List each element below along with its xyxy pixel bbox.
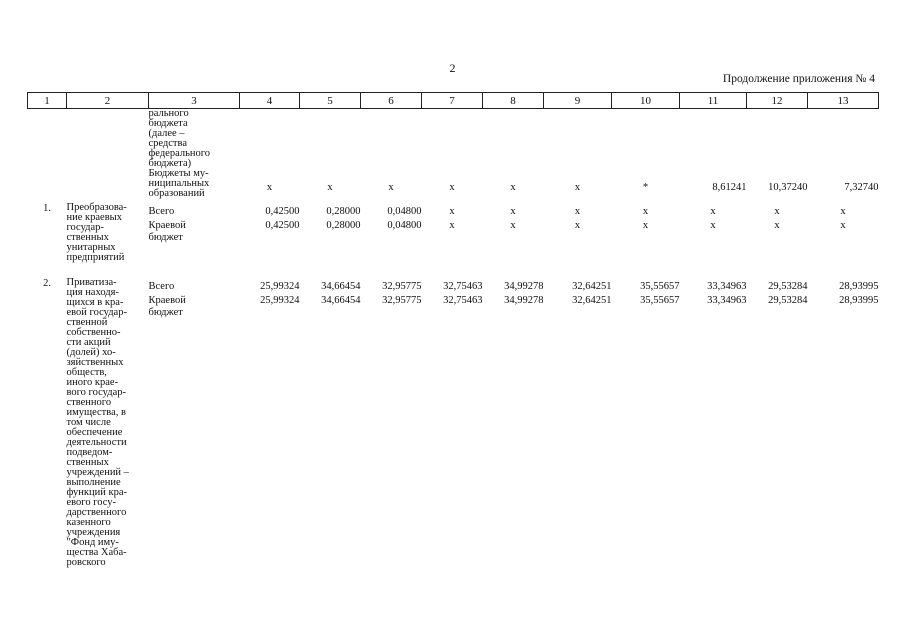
funding-source-cell bbox=[149, 220, 240, 278]
funding-source-line: (далее – bbox=[148, 128, 185, 139]
funding-source-cell bbox=[149, 109, 240, 170]
value-cell: х bbox=[510, 206, 516, 217]
value-cell: 35,55657 bbox=[640, 281, 680, 292]
value-cell: х bbox=[642, 220, 649, 231]
column-header: 5 bbox=[300, 93, 361, 109]
item-name-line: том числе bbox=[66, 417, 111, 428]
item-name-line: ственных bbox=[66, 232, 109, 243]
value-cell: х bbox=[449, 220, 455, 231]
value-cell bbox=[300, 109, 361, 170]
value-cell: х bbox=[266, 182, 273, 193]
item-name-line: предприятий bbox=[66, 252, 125, 263]
item-name-line: подведом- bbox=[66, 447, 113, 458]
value-cell: 7,32740 bbox=[844, 182, 879, 193]
funding-source-line: образований bbox=[148, 188, 205, 199]
value-cell: * bbox=[642, 182, 649, 193]
item-name-line: (долей) хо- bbox=[66, 347, 116, 358]
item-name-line: щихся в кра- bbox=[66, 297, 124, 308]
value-cell: х bbox=[327, 182, 333, 193]
column-header: 13 bbox=[808, 93, 879, 109]
table-row bbox=[28, 278, 879, 295]
value-cell bbox=[422, 109, 483, 170]
funding-source-line: Всего bbox=[148, 281, 175, 292]
value-cell: 32,75463 bbox=[443, 295, 483, 306]
column-header: 10 bbox=[612, 93, 680, 109]
value-cell: 0,42500 bbox=[265, 206, 300, 217]
item-index: 1. bbox=[43, 203, 51, 214]
value-cell: х bbox=[840, 206, 846, 217]
column-header: 1 bbox=[28, 93, 67, 109]
table-row bbox=[28, 295, 879, 568]
value-cell: х bbox=[574, 206, 581, 217]
funding-source-line: бюджет bbox=[148, 232, 183, 243]
value-cell: 32,64251 bbox=[572, 281, 612, 292]
funding-source-cell bbox=[149, 295, 240, 568]
funding-source-cell bbox=[149, 278, 240, 295]
item-name-line: ственной bbox=[66, 317, 108, 328]
item-index: 2. bbox=[43, 278, 51, 289]
item-name-line: имущества, в bbox=[66, 407, 126, 418]
value-cell: 0,42500 bbox=[265, 220, 300, 231]
value-cell: 33,34963 bbox=[707, 281, 747, 292]
item-name-cell bbox=[67, 169, 149, 203]
value-cell bbox=[240, 109, 300, 170]
value-cell: 0,04800 bbox=[387, 206, 422, 217]
column-header: 9 bbox=[544, 93, 612, 109]
value-cell: 33,34963 bbox=[707, 295, 747, 306]
value-cell: х bbox=[574, 220, 581, 231]
funding-source-line: бюджет bbox=[148, 307, 183, 318]
funding-source-line: бюджета bbox=[148, 118, 188, 129]
item-name-line: евой государ- bbox=[66, 307, 127, 318]
item-index-cell bbox=[28, 169, 67, 203]
value-cell: х bbox=[574, 182, 581, 193]
item-name-line: сти акций bbox=[66, 337, 111, 348]
value-cell: 25,99324 bbox=[260, 295, 300, 306]
program-table bbox=[27, 92, 879, 568]
item-name-line: Приватиза- bbox=[66, 277, 117, 288]
item-name-line: государ- bbox=[66, 222, 104, 233]
value-cell: 0,28000 bbox=[326, 206, 361, 217]
table-row bbox=[28, 203, 879, 220]
value-cell: 32,64251 bbox=[572, 295, 612, 306]
column-header: 4 bbox=[240, 93, 300, 109]
item-index-cell bbox=[28, 109, 67, 170]
value-cell: 34,66454 bbox=[321, 295, 361, 306]
item-name bbox=[67, 278, 149, 568]
item-name-line: обеспечение bbox=[66, 427, 123, 438]
item-name-line: учреждений – bbox=[66, 467, 129, 478]
value-cell: 34,99278 bbox=[504, 295, 544, 306]
value-cell bbox=[680, 109, 747, 170]
item-name-line: обществ, bbox=[66, 367, 107, 378]
value-cell: 29,53284 bbox=[768, 295, 808, 306]
value-cell: 28,93995 bbox=[839, 295, 879, 306]
value-cell: 32,95775 bbox=[382, 295, 422, 306]
value-cell: х bbox=[449, 206, 455, 217]
funding-source-line: Краевой bbox=[148, 220, 186, 231]
table-row bbox=[28, 220, 879, 278]
value-cell: 25,99324 bbox=[260, 281, 300, 292]
funding-source-line: рального bbox=[148, 108, 189, 119]
column-header: 3 bbox=[149, 93, 240, 109]
item-name-line: ственного bbox=[66, 397, 112, 408]
value-cell: 34,99278 bbox=[504, 281, 544, 292]
item-name-line: ция находя- bbox=[66, 287, 119, 298]
column-header: 11 bbox=[680, 93, 747, 109]
column-header: 7 bbox=[422, 93, 483, 109]
item-name-line: щества Хаба- bbox=[66, 547, 127, 558]
value-cell: 0,28000 bbox=[326, 220, 361, 231]
value-cell: х bbox=[774, 206, 780, 217]
column-header: 8 bbox=[483, 93, 544, 109]
value-cell bbox=[612, 109, 680, 170]
item-name-line: деятельности bbox=[66, 437, 127, 448]
column-header: 12 bbox=[747, 93, 808, 109]
item-name-line: ровского bbox=[66, 557, 106, 568]
item-name-line: функций кра- bbox=[66, 487, 128, 498]
funding-source-cell bbox=[149, 169, 240, 203]
item-name-line: вого государ- bbox=[66, 387, 126, 398]
funding-source-line: федерального bbox=[148, 148, 211, 159]
value-cell: 8,61241 bbox=[712, 182, 747, 193]
funding-source-line: бюджета) bbox=[148, 158, 192, 169]
value-cell: 0,04800 bbox=[387, 220, 422, 231]
page-number: 2 bbox=[449, 61, 456, 75]
value-cell: 35,55657 bbox=[640, 295, 680, 306]
column-header: 2 bbox=[67, 93, 149, 109]
value-cell bbox=[808, 109, 879, 170]
value-cell: х bbox=[510, 220, 516, 231]
value-cell: х bbox=[388, 182, 394, 193]
value-cell bbox=[747, 109, 808, 170]
value-cell bbox=[544, 109, 612, 170]
value-cell: х bbox=[510, 182, 516, 193]
item-name-line: Преобразова- bbox=[66, 202, 127, 213]
item-name-line: ние краевых bbox=[66, 212, 122, 223]
funding-source-line: Краевой bbox=[148, 295, 186, 306]
continuation-note: Продолжение приложения № 4 bbox=[722, 73, 875, 85]
item-name bbox=[67, 203, 149, 278]
value-cell: 32,95775 bbox=[382, 281, 422, 292]
value-cell: 28,93995 bbox=[839, 281, 879, 292]
item-name-line: унитарных bbox=[66, 242, 116, 253]
item-name-line: собственно- bbox=[66, 327, 121, 338]
funding-source-line: Всего bbox=[148, 206, 175, 217]
value-cell: х bbox=[710, 220, 716, 231]
table-row bbox=[28, 109, 879, 170]
column-header: 6 bbox=[361, 93, 422, 109]
funding-source-line: ниципальных bbox=[148, 178, 210, 189]
item-name-line: евого госу- bbox=[66, 497, 117, 508]
item-name-line: иного крае- bbox=[66, 377, 119, 388]
value-cell: 29,53284 bbox=[768, 281, 808, 292]
value-cell: 34,66454 bbox=[321, 281, 361, 292]
funding-source-line: Бюджеты му- bbox=[148, 168, 209, 179]
item-name-line: выполнение bbox=[66, 477, 121, 488]
value-cell: х bbox=[449, 182, 455, 193]
item-name-line: зяйственных bbox=[66, 357, 124, 368]
item-name-line: ственных bbox=[66, 457, 109, 468]
value-cell: х bbox=[710, 206, 716, 217]
funding-source-line: средства bbox=[148, 138, 188, 149]
item-name-line: учреждения bbox=[66, 527, 121, 538]
value-cell: х bbox=[642, 206, 649, 217]
item-name-line: казенного bbox=[66, 517, 111, 528]
value-cell bbox=[361, 109, 422, 170]
header-row bbox=[28, 93, 879, 109]
value-cell bbox=[483, 109, 544, 170]
item-name-line: дарственного bbox=[66, 507, 127, 518]
funding-source-cell bbox=[149, 203, 240, 220]
value-cell: 32,75463 bbox=[443, 281, 483, 292]
value-cell: х bbox=[840, 220, 846, 231]
value-cell: 10,37240 bbox=[768, 182, 808, 193]
table-row bbox=[28, 169, 879, 203]
value-cell: х bbox=[774, 220, 780, 231]
item-name-line: "Фонд иму- bbox=[66, 537, 119, 548]
item-name-cell bbox=[67, 109, 149, 170]
